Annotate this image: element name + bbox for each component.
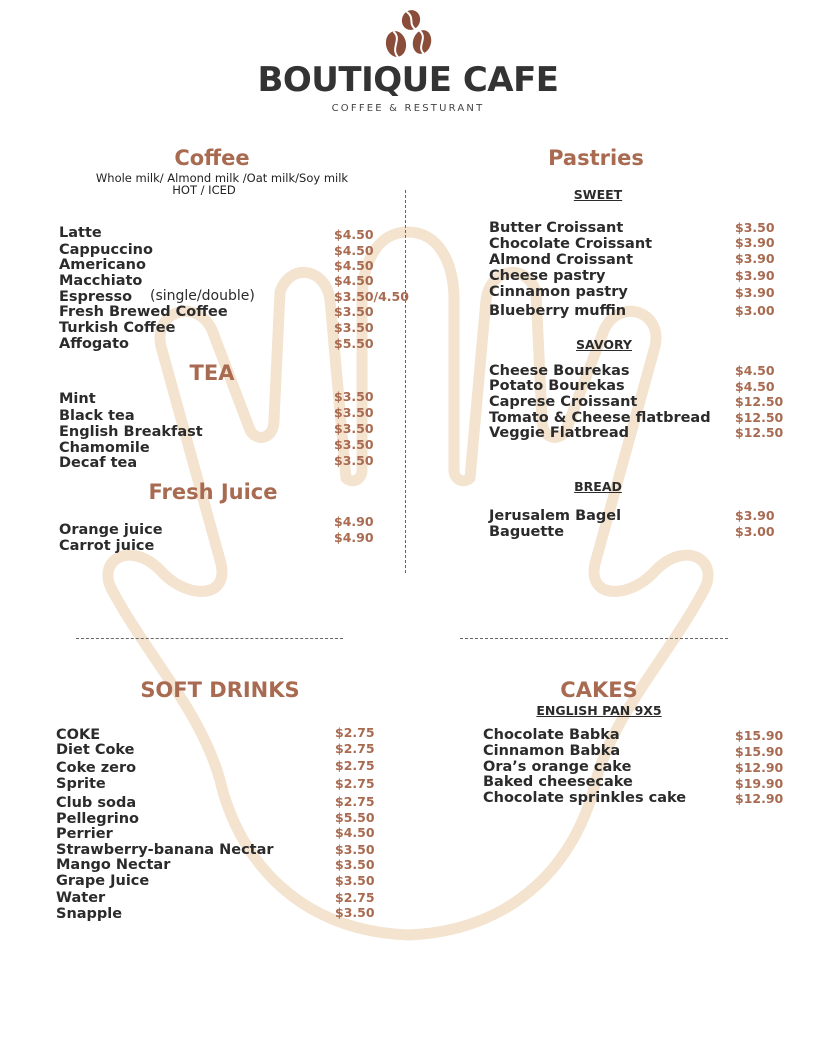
- menu-item-price: $3.90: [735, 508, 775, 523]
- menu-item-price: $2.75: [335, 794, 375, 809]
- menu-item-price: $3.50: [334, 304, 374, 319]
- cakes-heading: CAKES: [560, 678, 638, 702]
- menu-item-price: $3.90: [735, 285, 775, 300]
- menu-item-name: Affogato: [59, 336, 129, 352]
- fresh-juice-heading: Fresh Juice: [148, 480, 278, 504]
- menu-item-name: Diet Coke: [56, 742, 135, 758]
- menu-item-price: $3.50: [335, 857, 375, 872]
- menu-item-price: $3.50: [334, 421, 374, 436]
- menu-item-price: $3.50: [334, 453, 374, 468]
- menu-item-price: $3.90: [735, 268, 775, 283]
- menu-item-price: $3.00: [735, 303, 775, 318]
- menu-item-name: Water: [56, 890, 106, 906]
- menu-item-price: $2.75: [335, 741, 375, 756]
- menu-item-name: Cappuccino: [59, 242, 153, 258]
- divider-left: [76, 638, 343, 639]
- soft-drinks-heading: SOFT DRINKS: [140, 678, 300, 702]
- menu-item-price: $3.50: [334, 389, 374, 404]
- menu-item-price: $12.50: [735, 410, 784, 425]
- menu-item-price: $12.50: [735, 394, 784, 409]
- menu-item-name: Chocolate Croissant: [489, 236, 653, 252]
- menu-item-name: Cinnamon pastry: [489, 284, 628, 300]
- menu-item-price: $3.50: [335, 873, 375, 888]
- menu-item-name: Orange juice: [59, 522, 163, 538]
- menu-item-name: Chamomile: [59, 440, 150, 456]
- coffee-beans-logo-icon: [380, 8, 440, 64]
- menu-item-name: Coke zero: [56, 760, 137, 776]
- menu-item-name: English Breakfast: [59, 424, 203, 440]
- menu-item-price: $3.50: [735, 220, 775, 235]
- menu-item-price: $3.50: [334, 437, 374, 452]
- menu-item-name: Butter Croissant: [489, 220, 624, 236]
- coffee-heading: Coffee: [174, 146, 250, 170]
- menu-item-name: Blueberry muffin: [489, 303, 627, 319]
- menu-item-price: $3.50: [335, 905, 375, 920]
- menu-item-name: Cheese pastry: [489, 268, 606, 284]
- menu-item-price: $3.90: [735, 251, 775, 266]
- menu-item-name: COKE: [56, 727, 101, 743]
- hot-iced-note: HOT / ICED: [172, 183, 236, 197]
- menu-item-price: $3.50: [335, 842, 375, 857]
- pastries-heading: Pastries: [548, 146, 644, 170]
- cakes-subheading: ENGLISH PAN 9X5: [536, 703, 662, 718]
- menu-item-price: $19.90: [735, 776, 784, 791]
- menu-item-price: $4.50: [334, 243, 374, 258]
- menu-item-name: Strawberry-banana Nectar: [56, 842, 274, 858]
- brand-name: BOUTIQUE CAFE: [257, 60, 559, 100]
- bread-subheading: BREAD: [574, 479, 622, 494]
- divider-right: [460, 638, 728, 639]
- menu-item-name: Baked cheesecake: [483, 774, 633, 790]
- menu-item-price: $4.50: [735, 379, 775, 394]
- menu-item-name: Pellegrino: [56, 811, 140, 827]
- menu-item-price: $2.75: [335, 776, 375, 791]
- menu-item-name: Sprite: [56, 776, 106, 792]
- menu-item-price: $4.90: [334, 514, 374, 529]
- menu-item-price: $4.50: [334, 258, 374, 273]
- menu-item-name: Latte: [59, 225, 102, 241]
- menu-item-name: Cinnamon Babka: [483, 743, 621, 759]
- menu-item-price: $2.75: [335, 758, 375, 773]
- menu-item-name: Club soda: [56, 795, 137, 811]
- menu-item-name: Veggie Flatbread: [489, 425, 629, 441]
- menu-item-price: $4.50: [335, 825, 375, 840]
- menu-item-price: $5.50: [335, 810, 375, 825]
- menu-item-name: Carrot juice: [59, 538, 155, 554]
- menu-item-name: Tomato & Cheese flatbread: [489, 410, 711, 426]
- menu-item-price: $12.50: [735, 425, 784, 440]
- menu-item-name: Potato Bourekas: [489, 378, 625, 394]
- menu-item-price: $4.90: [334, 530, 374, 545]
- menu-item-name: Chocolate Babka: [483, 727, 620, 743]
- menu-item-name: Cheese Bourekas: [489, 363, 630, 379]
- menu-item-name: Macchiato: [59, 273, 143, 289]
- menu-item-name: Perrier: [56, 826, 113, 842]
- menu-item-price: $2.75: [335, 890, 375, 905]
- brand-tagline: COFFEE & RESTURANT: [331, 103, 485, 114]
- menu-item-price: $3.50/4.50: [334, 289, 409, 304]
- sweet-subheading: SWEET: [573, 187, 623, 202]
- menu-item-price: $3.90: [735, 235, 775, 250]
- menu-item-price: $15.90: [735, 744, 784, 759]
- menu-item-name: Chocolate sprinkles cake: [483, 790, 687, 806]
- milk-options-note: Whole milk/ Almond milk /Oat milk/Soy milk: [95, 171, 349, 185]
- menu-item-name: Decaf tea: [59, 455, 138, 471]
- menu-item-name: Mint: [59, 391, 96, 407]
- menu-item-price: $3.50: [334, 405, 374, 420]
- menu-item-price: $5.50: [334, 336, 374, 351]
- menu-item-price: $2.75: [335, 725, 375, 740]
- menu-item-name: Snapple: [56, 906, 123, 922]
- menu-item-name: Fresh Brewed Coffee: [59, 304, 228, 320]
- menu-item-name: Caprese Croissant: [489, 394, 638, 410]
- menu-item-price: $4.50: [334, 273, 374, 288]
- tea-heading: TEA: [189, 361, 235, 385]
- menu-item-price: $12.90: [735, 760, 784, 775]
- menu-item-name: Americano: [59, 257, 146, 273]
- menu-item-name: Baguette: [489, 524, 565, 540]
- menu-item-price: $3.00: [735, 524, 775, 539]
- menu-item-price: $12.90: [735, 791, 784, 806]
- menu-item-price: $4.50: [334, 227, 374, 242]
- menu-item-price: $4.50: [735, 363, 775, 378]
- menu-item-name: Espresso: [59, 289, 133, 305]
- menu-item-price: $15.90: [735, 728, 784, 743]
- menu-item-name: Mango Nectar: [56, 857, 171, 873]
- menu-item-name: Grape Juice: [56, 873, 150, 889]
- vertical-divider: [405, 190, 406, 573]
- menu-item-name: Turkish Coffee: [59, 320, 176, 336]
- menu-item-name: Almond Croissant: [489, 252, 634, 268]
- menu-item-name: Black tea: [59, 408, 135, 424]
- menu-item-price: $3.50: [334, 320, 374, 335]
- menu-item-name: Jerusalem Bagel: [489, 508, 622, 524]
- savory-subheading: SAVORY: [576, 337, 632, 352]
- espresso-size-note: (single/double): [150, 288, 255, 304]
- menu-item-name: Ora’s orange cake: [483, 759, 632, 775]
